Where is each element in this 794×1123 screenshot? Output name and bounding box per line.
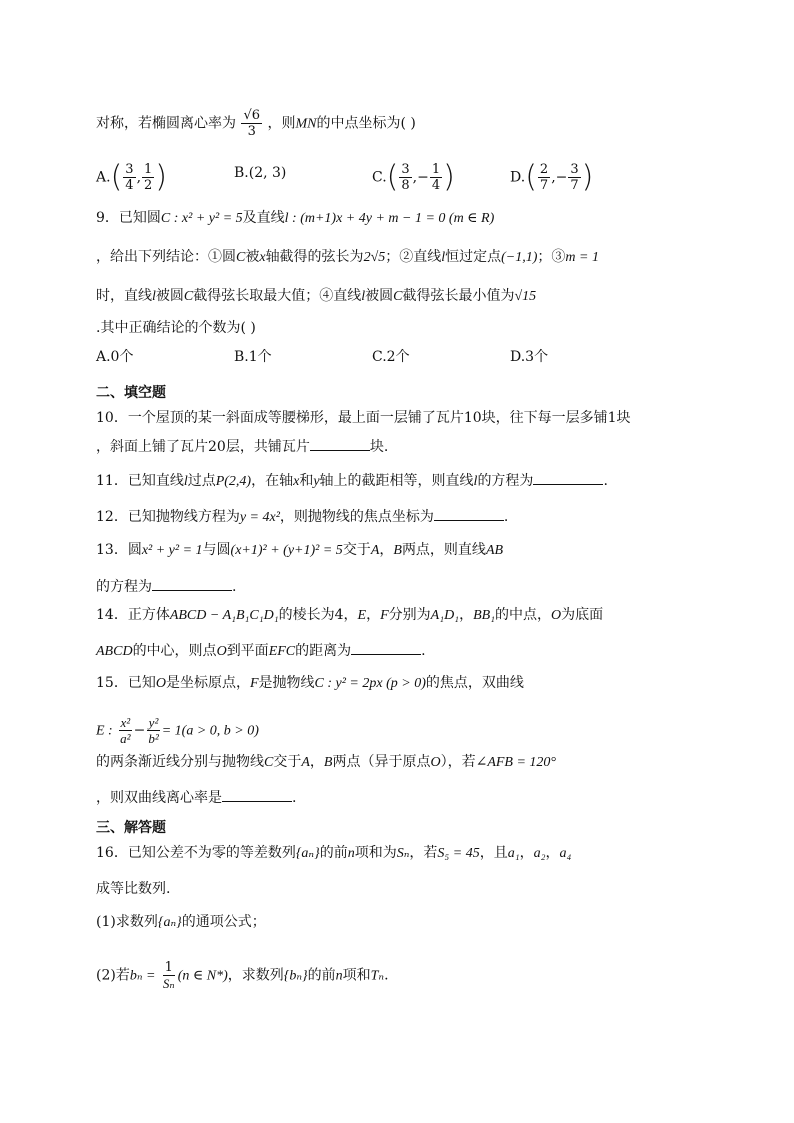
sym: A	[301, 755, 310, 770]
q9-text: 被圆	[365, 288, 394, 304]
q16-text: ，若	[409, 845, 438, 861]
mn-symbol: MN	[295, 116, 317, 132]
q9-line-3	[96, 286, 536, 307]
den: 7	[539, 178, 549, 193]
sym: n	[335, 968, 343, 984]
ecc-denominator: 3	[247, 124, 256, 139]
q16-text: 的前	[307, 967, 336, 984]
option-label: B.	[234, 165, 249, 181]
q9-text: 时，直线	[96, 288, 152, 304]
sym: l	[361, 289, 366, 304]
term: a₄	[559, 846, 572, 861]
q13-text: ，	[379, 542, 394, 558]
q16-text: ，	[519, 845, 534, 861]
sym: O	[216, 644, 227, 659]
q16-text: ，	[545, 845, 560, 861]
q14-line-1	[96, 605, 603, 626]
den: Sₙ	[162, 976, 175, 991]
q16-line-1	[96, 843, 571, 864]
q16-text: 的前	[319, 845, 348, 861]
term: a₂	[533, 846, 546, 861]
q16-part-1	[96, 912, 266, 933]
q9-text: 被圆	[155, 288, 184, 304]
den: a²	[120, 731, 131, 746]
q8-text-start: 对称，若椭圆离心率为	[96, 115, 236, 132]
term: a₁	[507, 846, 520, 861]
q9-line-1	[96, 208, 494, 229]
q15-line-3	[96, 752, 556, 773]
q14-text: 14．正方体	[96, 607, 170, 623]
option-text: A.0个	[96, 349, 134, 365]
chord-length: 2√5	[363, 250, 386, 265]
q16-text: 的通项公式；	[181, 914, 266, 930]
q12-text: .	[503, 509, 509, 525]
q15-line-4	[96, 787, 296, 808]
sep: ,	[136, 169, 142, 186]
sym: l	[441, 250, 446, 265]
sym: l	[473, 474, 478, 489]
q15-text: 两点（异于原点	[332, 754, 431, 770]
sym: A	[370, 543, 380, 558]
num: 3	[125, 162, 134, 177]
q14-text: 到平面	[226, 643, 269, 659]
sym: y	[313, 474, 320, 489]
sym: x	[259, 250, 266, 265]
cube-name: ABCD − A₁B₁C₁D₁	[169, 608, 279, 623]
q8-text-mid: ，则	[267, 115, 296, 132]
num: x²	[120, 715, 131, 730]
sym: l	[183, 474, 188, 489]
q13-text: 交于	[342, 542, 371, 558]
q13-line-2	[96, 576, 236, 597]
eccentricity-fraction	[241, 108, 262, 139]
q13-line-1	[96, 540, 503, 561]
q11-text: .	[603, 473, 608, 489]
q11-text: 的方程为	[477, 473, 534, 489]
den: 4	[431, 178, 441, 193]
q10-line-2	[96, 436, 388, 457]
option-text: C.2个	[372, 349, 410, 365]
angle-afb: ∠AFB = 120°	[475, 755, 557, 770]
q12-answer-blank[interactable]	[434, 506, 504, 521]
option-label: D.	[510, 169, 526, 186]
q16-text: 项和	[342, 967, 371, 984]
option-label: A.	[96, 169, 111, 186]
sym: B	[393, 543, 402, 558]
num: 3	[401, 162, 410, 177]
q14-text: 的中心，则点	[132, 643, 217, 659]
q10-line-1: 10．一个屋顶的某一斜面成等腰梯形，最上面一层铺了瓦片10块，往下每一层多铺1块	[96, 410, 631, 426]
q14-text: ，	[459, 607, 474, 623]
sep: ,−	[412, 169, 429, 186]
q14-text: ，	[366, 607, 381, 623]
den: 8	[401, 178, 410, 193]
q15-text: 的两条渐近线分别与抛物线	[96, 754, 264, 770]
q13-text: 的方程为	[96, 579, 152, 595]
q9-line-4	[96, 318, 256, 338]
num: 2	[539, 162, 549, 177]
q15-answer-blank[interactable]	[222, 787, 292, 802]
sym: O	[155, 676, 166, 691]
q15-line-1	[96, 673, 524, 694]
den: 4	[125, 178, 134, 193]
sym: x	[293, 474, 300, 489]
q16-text: ，求数列	[227, 967, 284, 984]
q15-text: .	[292, 790, 297, 806]
q13-text: 两点，则直线	[401, 542, 486, 558]
q9-text: .其中正确结论的个数为( )	[96, 320, 256, 336]
q11-text: 过点	[187, 473, 216, 489]
point-p: P(2,4)	[215, 474, 252, 489]
section-title-fill-in: 二、填空题	[96, 385, 166, 401]
sum-tn: Tₙ	[370, 968, 385, 984]
sym: O	[551, 608, 562, 623]
n-domain: (n ∈ N*)	[177, 968, 228, 984]
hyperbola-label: E :	[96, 723, 113, 739]
sym: l	[152, 289, 156, 304]
q8-option-d[interactable]: D.( $\frac{2}{7}$ ,− $\frac{3}{7}$ )	[510, 159, 594, 195]
hyperbola-condition: = 1(a > 0, b > 0)	[161, 723, 259, 739]
num: 1	[431, 162, 441, 177]
q16-text: 项和为	[354, 845, 397, 861]
sym: C	[264, 755, 274, 770]
q15-text: ，则双曲线离心率是	[96, 790, 222, 806]
q12-text: 12．已知抛物线方程为	[96, 509, 240, 525]
sym: B	[323, 755, 333, 770]
min-chord: √15	[514, 289, 537, 304]
circle-equation: C : x² + y² = 5	[160, 211, 243, 226]
line-ab: AB	[485, 543, 504, 558]
q9-text: 被	[245, 249, 260, 265]
q16-text: (1)求数列	[96, 914, 158, 930]
q16-line-2: 成等比数列.	[96, 881, 171, 897]
q11-text: 轴上的截距相等，则直线	[319, 473, 474, 489]
q8-option-a[interactable]: A.( $\frac{3}{4}$ , $\frac{1}{2}$ )	[96, 159, 168, 195]
q8-option-b[interactable]	[234, 163, 286, 183]
q9-text: 及直线	[242, 210, 285, 226]
q9-option-a[interactable]	[96, 347, 133, 367]
sum-sn: Sₙ	[396, 846, 410, 861]
line-equation: l : (m+1)x + 4y + m − 1 = 0 (m ∈ R)	[284, 211, 495, 226]
sym: F	[249, 676, 259, 691]
q9-text: ，给出下列结论：①圆	[96, 249, 236, 265]
option-text: D.3个	[510, 349, 549, 365]
q12-line	[96, 506, 508, 528]
q14-text: 的中点，	[495, 607, 552, 623]
q9-text: 截得弦长最小值为	[402, 288, 515, 304]
q15-text: ，	[309, 754, 324, 770]
q13-text: 13．圆	[96, 542, 142, 558]
q10-text: 块.	[369, 439, 389, 455]
num: 1	[144, 162, 153, 177]
q15-text: 是抛物线	[258, 675, 315, 691]
q15-text: ），若	[440, 754, 476, 770]
q13-text: 与圆	[202, 542, 231, 558]
q13-answer-blank[interactable]	[152, 576, 232, 591]
q9-text: ；③	[537, 249, 566, 265]
sym: n	[347, 846, 355, 861]
num: y²	[148, 715, 159, 730]
q8-option-c[interactable]: C.( $\frac{3}{8}$ ,− $\frac{1}{4}$ )	[372, 159, 455, 195]
option-text: B.1个	[234, 349, 272, 365]
sym: C	[393, 289, 403, 304]
sym: F	[380, 608, 389, 623]
q11-answer-blank[interactable]	[533, 470, 603, 485]
circle1-equation: x² + y² = 1	[141, 543, 203, 558]
q14-answer-blank[interactable]	[351, 640, 421, 655]
q10-answer-blank[interactable]	[310, 436, 370, 451]
num: 1	[164, 960, 173, 975]
q9-text: 轴截得的弦长为	[265, 249, 364, 265]
q11-text: ，在轴	[251, 473, 294, 489]
q16-text: 16．已知公差不为零的等差数列	[96, 845, 296, 861]
q9-text: ；②直线	[385, 249, 442, 265]
segment: BB₁	[473, 608, 496, 623]
q14-text: 的棱长为4，	[278, 607, 358, 623]
q9-text: 恒过定点	[445, 249, 502, 265]
den: 7	[570, 178, 579, 193]
q15-text: 15．已知	[96, 675, 156, 691]
q11-text: 和	[299, 473, 314, 489]
q16-text: ，且	[479, 845, 508, 861]
q9-option-c[interactable]	[372, 347, 410, 367]
sequence-a: {aₙ}	[157, 915, 182, 930]
q15-line-2	[96, 715, 259, 746]
q16-text: .	[384, 967, 389, 984]
minus: −	[133, 722, 146, 739]
sep: ,−	[551, 169, 568, 186]
bn-def: bₙ =	[129, 968, 156, 984]
parabola-equation: C : y² = 2px (p > 0)	[314, 676, 426, 691]
num: 3	[570, 162, 579, 177]
sym: E	[357, 608, 367, 623]
q10-text: ，斜面上铺了瓦片20层，共铺瓦片	[96, 439, 310, 455]
q11-line	[96, 470, 608, 492]
q8-line	[96, 108, 416, 139]
q15-text: 交于	[273, 754, 302, 770]
q9-line-2	[96, 247, 599, 268]
q15-text: 的焦点，双曲线	[425, 675, 524, 691]
circle2-equation: (x+1)² + (y+1)² = 5	[230, 543, 343, 558]
q12-text: ，则抛物线的焦点坐标为	[279, 509, 434, 525]
sym: O	[430, 755, 441, 770]
q9-option-b[interactable]	[234, 347, 272, 367]
q16-part-2	[96, 960, 389, 991]
section-title-solutions: 三、解答题	[96, 820, 166, 836]
q16-text: (2)若	[96, 967, 130, 984]
ecc-numerator: √6	[243, 108, 261, 123]
q13-text: .	[232, 579, 237, 595]
fixed-point: (−1,1)	[501, 250, 538, 265]
q9-text: 9．已知圆	[96, 210, 161, 226]
sequence-b: {bₙ}	[283, 968, 308, 984]
base-face: ABCD	[96, 644, 133, 659]
option-label: C.	[372, 169, 387, 186]
q14-text: 的距离为	[295, 643, 352, 659]
segment: A₁D₁	[430, 608, 460, 623]
q9-text: 截得弦长取最大值；④直线	[193, 288, 362, 304]
parabola-equation: y = 4x²	[239, 510, 280, 525]
q8-text-end: 的中点坐标为( )	[316, 115, 416, 132]
q11-text: 11．已知直线	[96, 473, 184, 489]
q14-text: .	[421, 643, 426, 659]
option-text: (2, 3)	[248, 165, 287, 181]
q14-line-2	[96, 640, 426, 662]
sequence-a: {aₙ}	[295, 846, 320, 861]
plane-efc: EFC	[268, 644, 296, 659]
sym: C	[183, 289, 194, 304]
den: b²	[148, 731, 159, 746]
q14-text: 为底面	[561, 607, 604, 623]
m-value: m = 1	[565, 250, 599, 265]
q14-text: 分别为	[388, 607, 431, 623]
sym: C	[236, 250, 246, 265]
q9-option-d[interactable]	[510, 347, 548, 367]
q15-text: 是坐标原点，	[165, 675, 250, 691]
den: 2	[144, 178, 153, 193]
s5-value: S₅ = 45	[437, 846, 480, 861]
